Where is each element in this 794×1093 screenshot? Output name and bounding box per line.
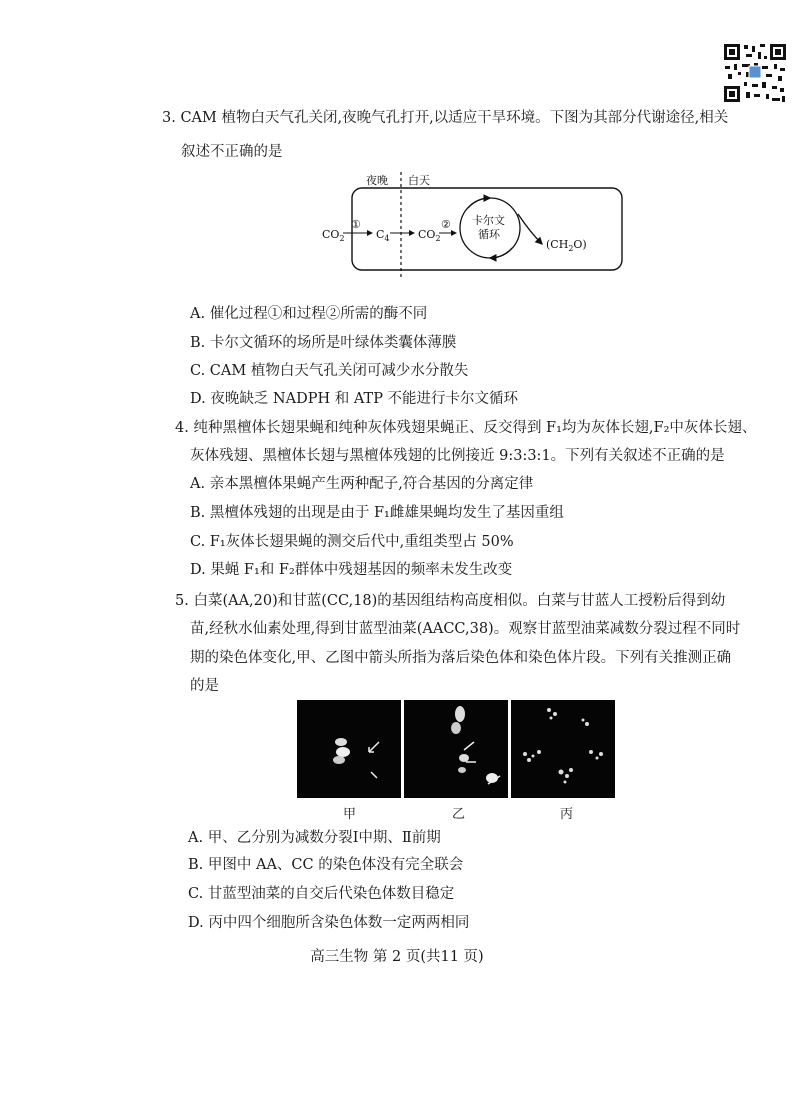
cam-pathway-diagram <box>318 168 628 283</box>
q5-stem-line2: 苗,经秋水仙素处理,得到甘蓝型油菜(AACC,38)。观察甘蓝型油菜减数分裂过程不同时 <box>190 621 741 637</box>
q3-option-b: B. 卡尔文循环的场所是叶绿体类囊体薄膜 <box>190 335 457 351</box>
svg-text:CO2: $CO_2$ <box>322 228 345 243</box>
q4-option-a: A. 亲本黑檀体果蝇产生两种配子,符合基因的分离定律 <box>190 476 534 492</box>
micrograph-bing <box>511 700 615 798</box>
svg-text:(CH2O): $(CH_2O)$ <box>546 238 587 253</box>
q5-option-a: A. 甲、乙分别为减数分裂Ⅰ中期、Ⅱ前期 <box>188 830 441 846</box>
q4-option-d: D. 果蝇 F₁和 F₂群体中残翅基因的频率未发生改变 <box>190 562 513 578</box>
label-day: 白天 <box>408 174 430 187</box>
q4-stem-line1: 4. 纯种黑檀体长翅果蝇和纯种灰体残翅果蝇正、反交得到 F₁均为灰体长翅,F₂中灰体长翅、 <box>175 420 757 436</box>
photo-label-jia: 甲 <box>343 807 357 822</box>
q5-option-d: D. 丙中四个细胞所含染色体数一定两两相同 <box>188 915 470 931</box>
photo-label-yi: 乙 <box>452 807 466 822</box>
micrograph-jia <box>297 700 401 798</box>
photo-label-bing: 丙 <box>560 807 574 822</box>
page-footer: 高三生物 第 2 页(共11 页) <box>310 949 484 965</box>
q4-option-b: B. 黑檀体残翅的出现是由于 F₁雌雄果蝇均发生了基因重组 <box>190 505 564 521</box>
q4-option-c: C. F₁灰体长翅果蝇的测交后代中,重组类型占 50% <box>190 534 514 550</box>
cycle-label-2: 循环 <box>478 228 500 241</box>
q3-option-d: D. 夜晚缺乏 NADPH 和 ATP 不能进行卡尔文循环 <box>190 391 519 407</box>
label-night: 夜晚 <box>366 174 388 187</box>
c4-label: C <box>376 228 385 241</box>
q4-stem-line2: 灰体残翅、黑檀体长翅与黑檀体残翅的比例接近 9:3:3:1。下列有关叙述不正确的是 <box>190 448 725 464</box>
co2-left: CO <box>322 228 340 241</box>
q5-stem-line4: 的是 <box>190 678 219 694</box>
svg-text:C4: $C_4$ <box>376 228 390 243</box>
q5-option-c: C. 甘蓝型油菜的自交后代染色体数目稳定 <box>188 886 455 902</box>
q3-option-a: A. 催化过程①和过程②所需的酶不同 <box>190 306 428 322</box>
q5-option-b: B. 甲图中 AA、CC 的染色体没有完全联会 <box>188 857 464 873</box>
svg-text:CO2: $CO_2$ <box>418 228 441 243</box>
micrograph-panel <box>297 700 617 800</box>
q3-option-c: C. CAM 植物白天气孔关闭可减少水分散失 <box>190 363 469 379</box>
q5-stem-line3: 期的染色体变化,甲、乙图中箭头所指为落后染色体和染色体片段。下列有关推测正确 <box>190 650 732 666</box>
step-2: ② <box>441 218 451 231</box>
q3-stem-line2: 叙述不正确的是 <box>181 144 283 160</box>
product-label: (CH <box>546 238 569 251</box>
q5-stem-line1: 5. 白菜(AA,20)和甘蓝(CC,18)的基因组结构高度相似。白菜与甘蓝人工授粉后得到幼 <box>175 593 726 609</box>
cycle-label-1: 卡尔文 <box>472 214 505 227</box>
q3-stem-line1: 3. CAM 植物白天气孔关闭,夜晚气孔打开,以适应干旱环境。下图为其部分代谢途径,相关 <box>162 110 729 126</box>
step-1: ① <box>351 218 361 231</box>
qr-code <box>722 42 788 104</box>
micrograph-yi <box>404 700 508 798</box>
co2-right: CO <box>418 228 436 241</box>
